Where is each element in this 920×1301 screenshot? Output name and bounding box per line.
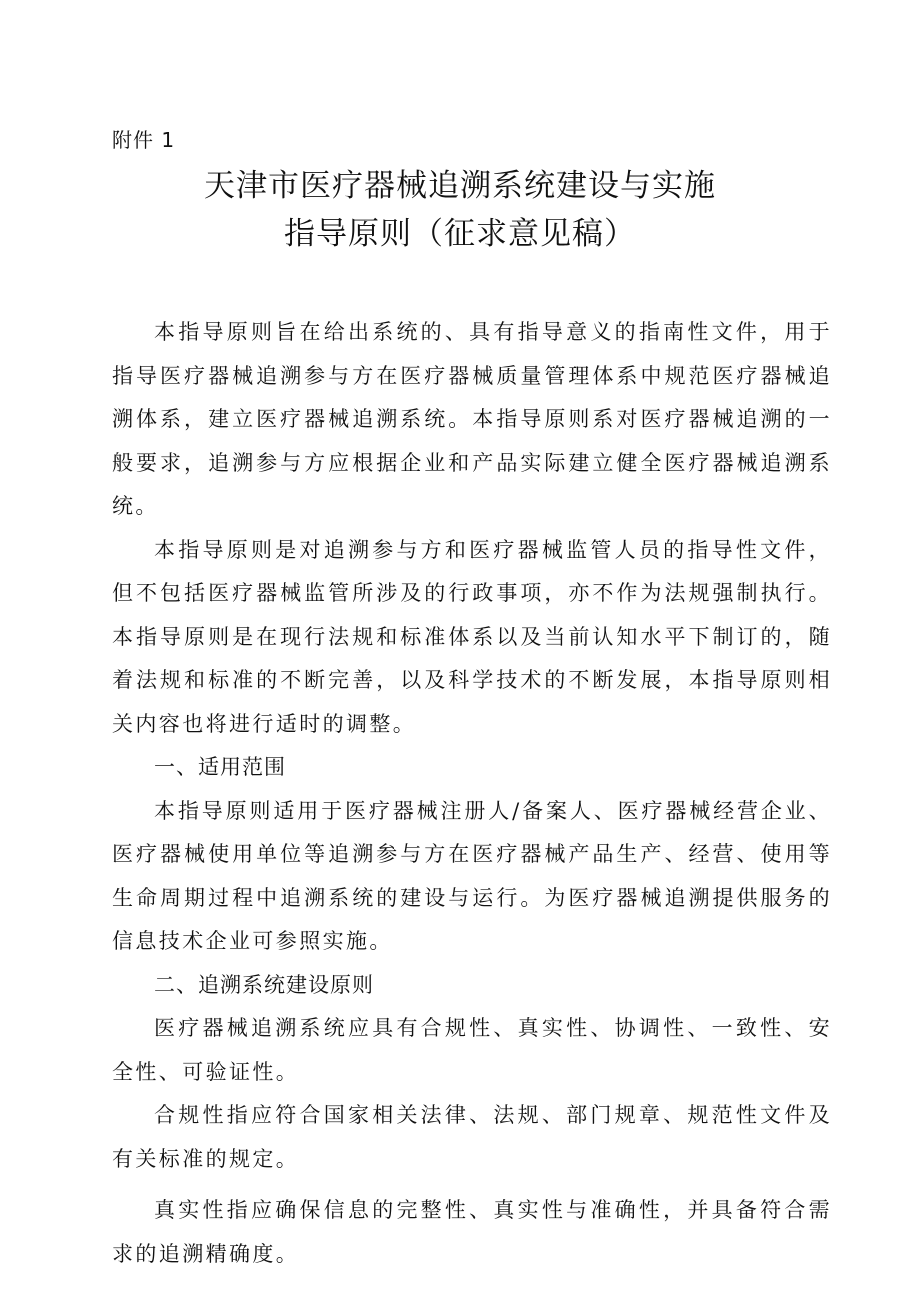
paragraph-principles: 医疗器械追溯系统应具有合规性、真实性、协调性、一致性、安全性、可验证性。	[112, 1016, 832, 1084]
document-body	[112, 311, 832, 1276]
section-heading-principles: 二、追溯系统建设原则	[154, 972, 374, 997]
attachment-label: 附件 1	[112, 128, 176, 152]
paragraph-scope: 本指导原则适用于医疗器械注册人/备案人、医疗器械经营企业、医疗器械使用单位等追溯参与方在医疗器械产品生产、经营、使用等生命周期过程中追溯系统的建设与运行。为医疗器械追溯提供服务的信息技术企业可参照实施。	[112, 798, 832, 953]
paragraph-authenticity: 真实性指应确保信息的完整性、真实性与准确性，并具备符合需求的追溯精确度。	[112, 1198, 832, 1266]
section-heading-scope: 一、适用范围	[154, 755, 286, 779]
paragraph-compliance: 合规性指应符合国家相关法律、法规、部门规章、规范性文件及有关标准的规定。	[112, 1103, 832, 1171]
paragraph-nature: 本指导原则是对追溯参与方和医疗器械监管人员的指导性文件，但不包括医疗器械监管所涉及的行政事项，亦不作为法规强制执行。本指导原则是在现行法规和标准体系以及当前认知水平下制订的，随着法规和标准的不断完善，以及科学技术的不断发展，本指导原则相关内容也将进行适时的调整。	[112, 537, 832, 736]
document-title-line-1: 天津市医疗器械追溯系统建设与实施	[204, 168, 716, 204]
paragraph-purpose: 本指导原则旨在给出系统的、具有指导意义的指南性文件，用于指导医疗器械追溯参与方在医疗器械质量管理体系中规范医疗器械追溯体系，建立医疗器械追溯系统。本指导原则系对医疗器械追溯的一般要求，追溯参与方应根据企业和产品实际建立健全医疗器械追溯系统。	[112, 320, 832, 518]
document-title-line-2: 指导原则（征求意见稿）	[284, 216, 636, 252]
